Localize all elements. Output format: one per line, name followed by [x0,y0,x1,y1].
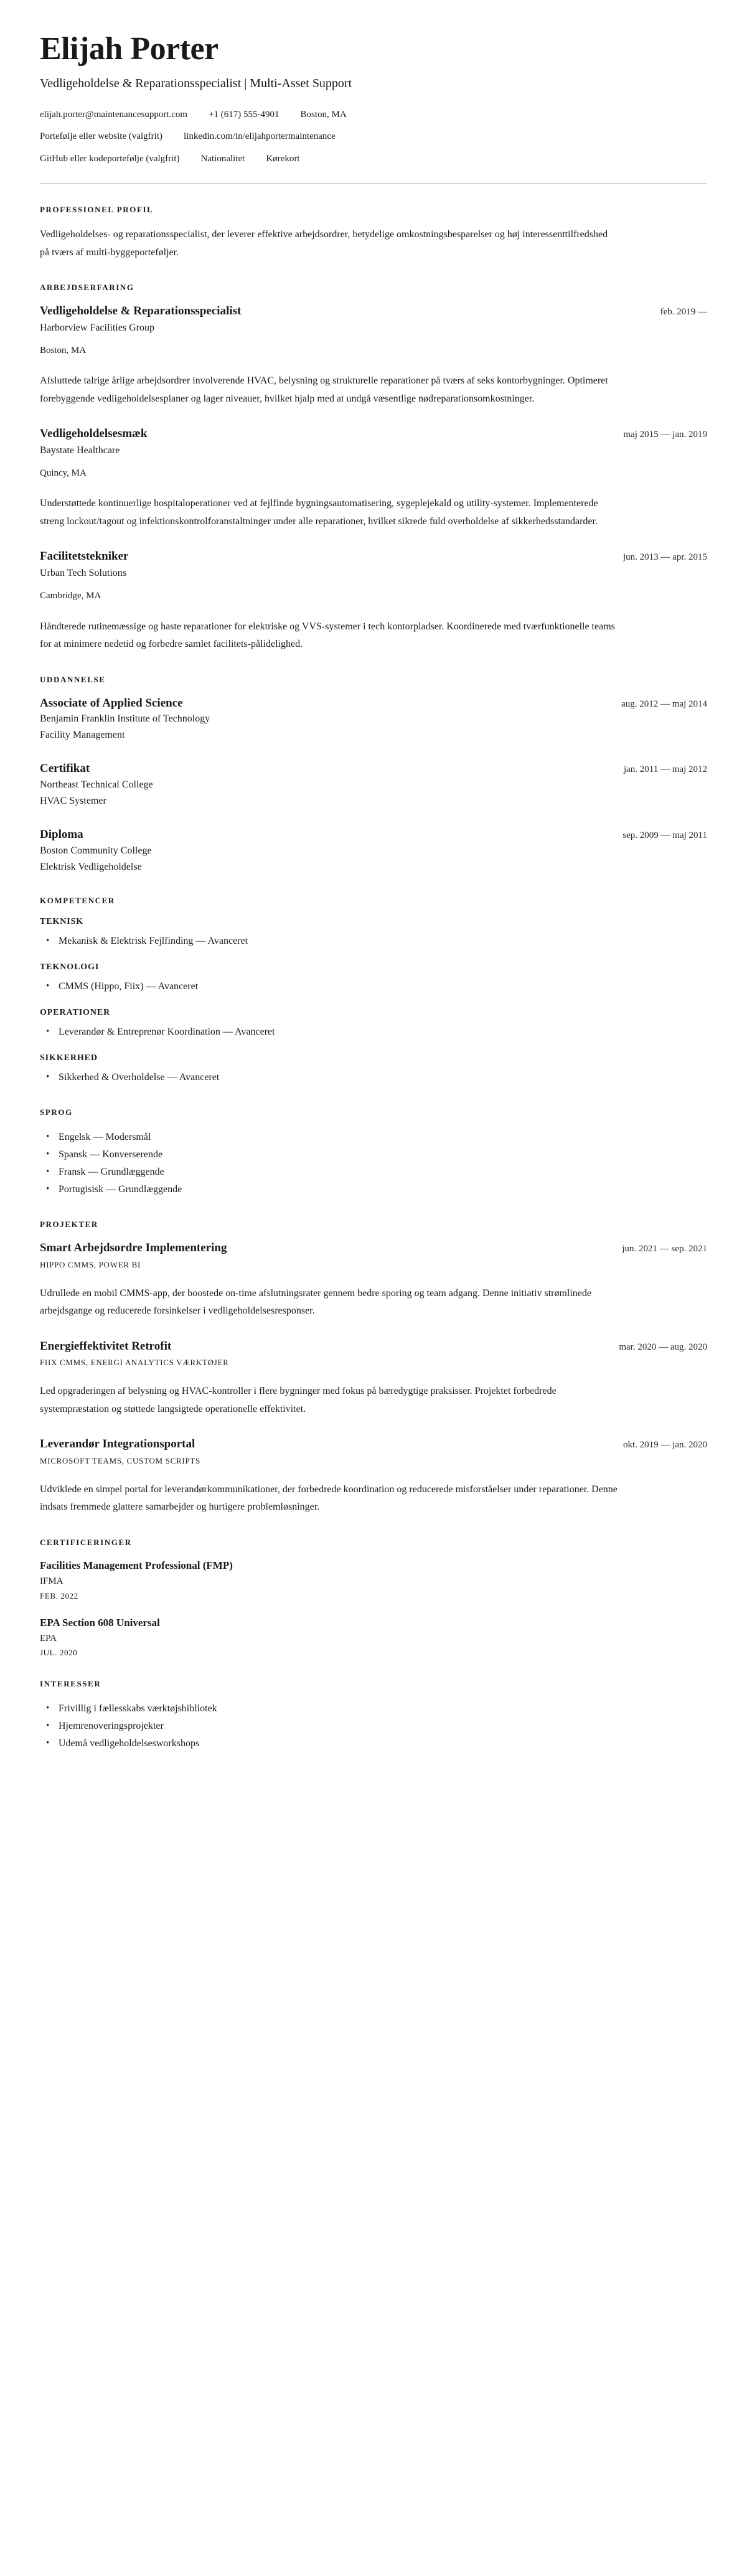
education-degree: Diploma [40,828,83,842]
experience-role: Facilitetstekniker [40,550,129,563]
section-title-education: UDDANNELSE [40,674,106,684]
contact-drivers-license: Kørekort [266,153,300,164]
interest-list [40,1700,707,1752]
experience-role: Vedligeholdelse & Reparationsspecialist [40,304,242,318]
skill-group-label: SIKKERHED [40,1053,98,1063]
project-date: jun. 2021 — sep. 2021 [622,1243,707,1254]
project-description: Led opgraderingen af belysning og HVAC-kontroller i flere bygninger med fokus på bæredygtige praksisser. Projektet forbedrede systempræstation og støttede langsigtede operationelle effektivitet. [40,1386,557,1414]
certification-date: FEB. 2022 [40,1591,78,1601]
experience-description: Afsluttede talrige årlige arbejdsordrer involverende HVAC, belysning og strukturelle reparationer på tværs af seks kontorbygninger. Optimeret forebyggende vedligeholdelsesplaner og lager niveauer, hvilket hjalp med at undgå væsentlige nødreparationsomkostninger. [40,375,608,404]
experience-date: feb. 2019 — [660,307,707,317]
section-skills [40,896,707,1086]
project-entry-head [40,1241,707,1256]
contact-line-1 [40,108,707,122]
language-item: • Engelsk — Modersmål [40,1129,707,1146]
interest-item: • Frivillig i fællesskabs værktøjsbibliotek [40,1700,707,1718]
section-title-skills: KOMPETENCER [40,895,115,905]
experience-company: Urban Tech Solutions [40,568,127,579]
contact-line-2 [40,129,707,144]
skill-item: • Mekanisk & Elektrisk Fejlfinding — Avanceret [40,933,707,950]
skill-group [40,1053,707,1086]
project-entry-head [40,1437,707,1452]
project-entry [40,1241,707,1320]
header-divider [40,183,707,184]
skill-list [40,1023,707,1041]
interest-item: • Hjemrenoveringsprojekter [40,1718,707,1735]
education-degree: Associate of Applied Science [40,696,183,710]
candidate-name: Elijah Porter [40,31,218,67]
section-interests [40,1679,707,1752]
experience-entry [40,304,707,408]
experience-location: Boston, MA [40,345,87,355]
education-entry [40,696,707,743]
project-stack: HIPPO CMMS, POWER BI [40,1259,141,1269]
candidate-headline: Vedligeholdelse & Reparationsspecialist | Multi-Asset Support [40,76,352,90]
experience-company: Baystate Healthcare [40,444,120,456]
section-education [40,675,707,875]
skill-group-label: OPERATIONER [40,1007,111,1017]
section-profile [40,205,707,261]
experience-entry-head [40,304,707,319]
contact-github[interactable]: GitHub eller kodeportefølje (valgfrit) [40,153,180,164]
skill-group [40,1008,707,1041]
education-entry-head [40,696,707,711]
project-name: Energieffektivitet Retrofit [40,1339,172,1353]
education-date: sep. 2009 — maj 2011 [622,830,707,841]
experience-company: Harborview Facilities Group [40,322,154,333]
section-title-experience: ARBEJDSERFARING [40,283,134,293]
project-name: Smart Arbejdsordre Implementering [40,1241,227,1254]
contact-nationality: Nationalitet [200,153,245,164]
section-title-certifications: CERTIFICERINGER [40,1537,132,1547]
project-date: okt. 2019 — jan. 2020 [623,1440,707,1450]
education-school: Northeast Technical College [40,779,153,791]
certification-entry [40,1559,707,1601]
section-experience [40,283,707,654]
section-title-profile: PROFESSIONEL PROFIL [40,205,154,215]
experience-description: Understøttede kontinuerlige hospitaloperationer ved at fejlfinde bygningsautomatisering, sygeplejekald og utility-systemer. Implementerede streng lockout/tagout og infektionskontrolforanstaltninger under alle reparationer, hvilket sikrede fuld overholdelse af sikkerhedsstandarder. [40,498,598,527]
experience-location: Cambridge, MA [40,591,101,601]
contact-portfolio[interactable]: Portefølje eller website (valgfrit) [40,131,163,142]
language-item: • Spansk — Konverserende [40,1146,707,1163]
experience-date: maj 2015 — jan. 2019 [623,430,707,440]
experience-role: Vedligeholdelsesmæk [40,427,148,441]
experience-entry [40,426,707,530]
language-item: • Fransk — Grundlæggende [40,1163,707,1181]
education-field: HVAC Systemer [40,796,106,807]
project-name: Leverandør Integrationsportal [40,1437,195,1451]
interest-item: • Udemå vedligeholdelsesworkshops [40,1735,707,1752]
section-languages [40,1107,707,1198]
section-title-interests: INTERESSER [40,1679,101,1689]
project-date: mar. 2020 — aug. 2020 [619,1342,707,1352]
project-entry-head [40,1339,707,1354]
skill-item: • Leverandør & Entreprenør Koordination — Avanceret [40,1023,707,1041]
education-field: Facility Management [40,730,125,741]
resume-header [40,32,707,184]
education-entry-head [40,827,707,842]
skill-group-label: TEKNISK [40,916,84,926]
project-stack: FIIX CMMS, ENERGI ANALYTICS VÆRKTØJER [40,1358,229,1368]
education-degree: Certifikat [40,762,90,776]
project-entry [40,1339,707,1419]
certification-issuer: EPA [40,1633,57,1643]
contact-phone[interactable]: +1 (617) 555-4901 [209,109,280,120]
certification-name: Facilities Management Professional (FMP) [40,1559,233,1571]
section-title-languages: SPROG [40,1107,73,1117]
contact-email[interactable]: elijah.porter@maintenancesupport.com [40,109,188,120]
education-school: Boston Community College [40,845,152,856]
skill-list [40,978,707,995]
education-field: Elektrisk Vedligeholdelse [40,861,142,872]
skill-group-label: TEKNOLOGI [40,962,100,972]
profile-text: Vedligeholdelses- og reparationsspecialist, der leverer effektive arbejdsordrer, betydelige omkostningsbesparelser og høj interessenttilfredshed på tværs af multi-byggeporteføljer. [40,229,608,258]
section-title-projects: PROJEKTER [40,1219,98,1229]
skill-list [40,1069,707,1086]
certification-date: JUL. 2020 [40,1648,78,1658]
experience-description: Håndterede rutinemæssige og haste reparationer for elektriske og VVS-systemer i tech kontorpladser. Koordinerede med tværfunktionelle teams for at minimere nedetid og forbedre samlet facilitets-pålidelighed. [40,621,615,650]
experience-entry-head [40,549,707,564]
certification-issuer: IFMA [40,1576,63,1586]
section-projects [40,1220,707,1516]
education-school: Benjamin Franklin Institute of Technology [40,713,210,725]
education-date: aug. 2012 — maj 2014 [621,698,707,709]
education-entry-head [40,761,707,776]
project-stack: MICROSOFT TEAMS, CUSTOM SCRIPTS [40,1455,200,1465]
skill-item: • Sikkerhed & Overholdelse — Avanceret [40,1069,707,1086]
education-date: jan. 2011 — maj 2012 [623,764,707,775]
skill-group [40,962,707,995]
experience-entry [40,549,707,653]
project-description: Udviklede en simpel portal for leverandørkommunikationer, der forbedrede koordination og reducerede misforståelser under reparationer. Denne indsats fremmede glattere samarbejder og hurtigere problemløsninger. [40,1483,618,1513]
skill-item: • CMMS (Hippo, Fiix) — Avanceret [40,978,707,995]
contact-location: Boston, MA [300,109,347,120]
certification-name: EPA Section 608 Universal [40,1616,160,1629]
contact-line-3 [40,152,707,166]
project-entry [40,1437,707,1516]
language-item: • Portugisisk — Grundlæggende [40,1181,707,1198]
experience-entry-head [40,426,707,441]
skill-group [40,917,707,950]
experience-location: Quincy, MA [40,468,87,478]
language-list [40,1129,707,1198]
section-certifications [40,1538,707,1658]
experience-date: jun. 2013 — apr. 2015 [623,552,707,563]
certification-entry [40,1616,707,1658]
education-entry [40,827,707,875]
contact-linkedin[interactable]: linkedin.com/in/elijahportermaintenance [184,131,336,142]
project-description: Udrullede en mobil CMMS-app, der boostede on-time afslutningsrater gennem bedre sporing og team adgang. Denne initiativ strømlinede arbejdsgange og reducerede forsinkelser i vedligeholdelsesresponser. [40,1287,592,1317]
skill-list [40,933,707,950]
education-entry [40,761,707,809]
